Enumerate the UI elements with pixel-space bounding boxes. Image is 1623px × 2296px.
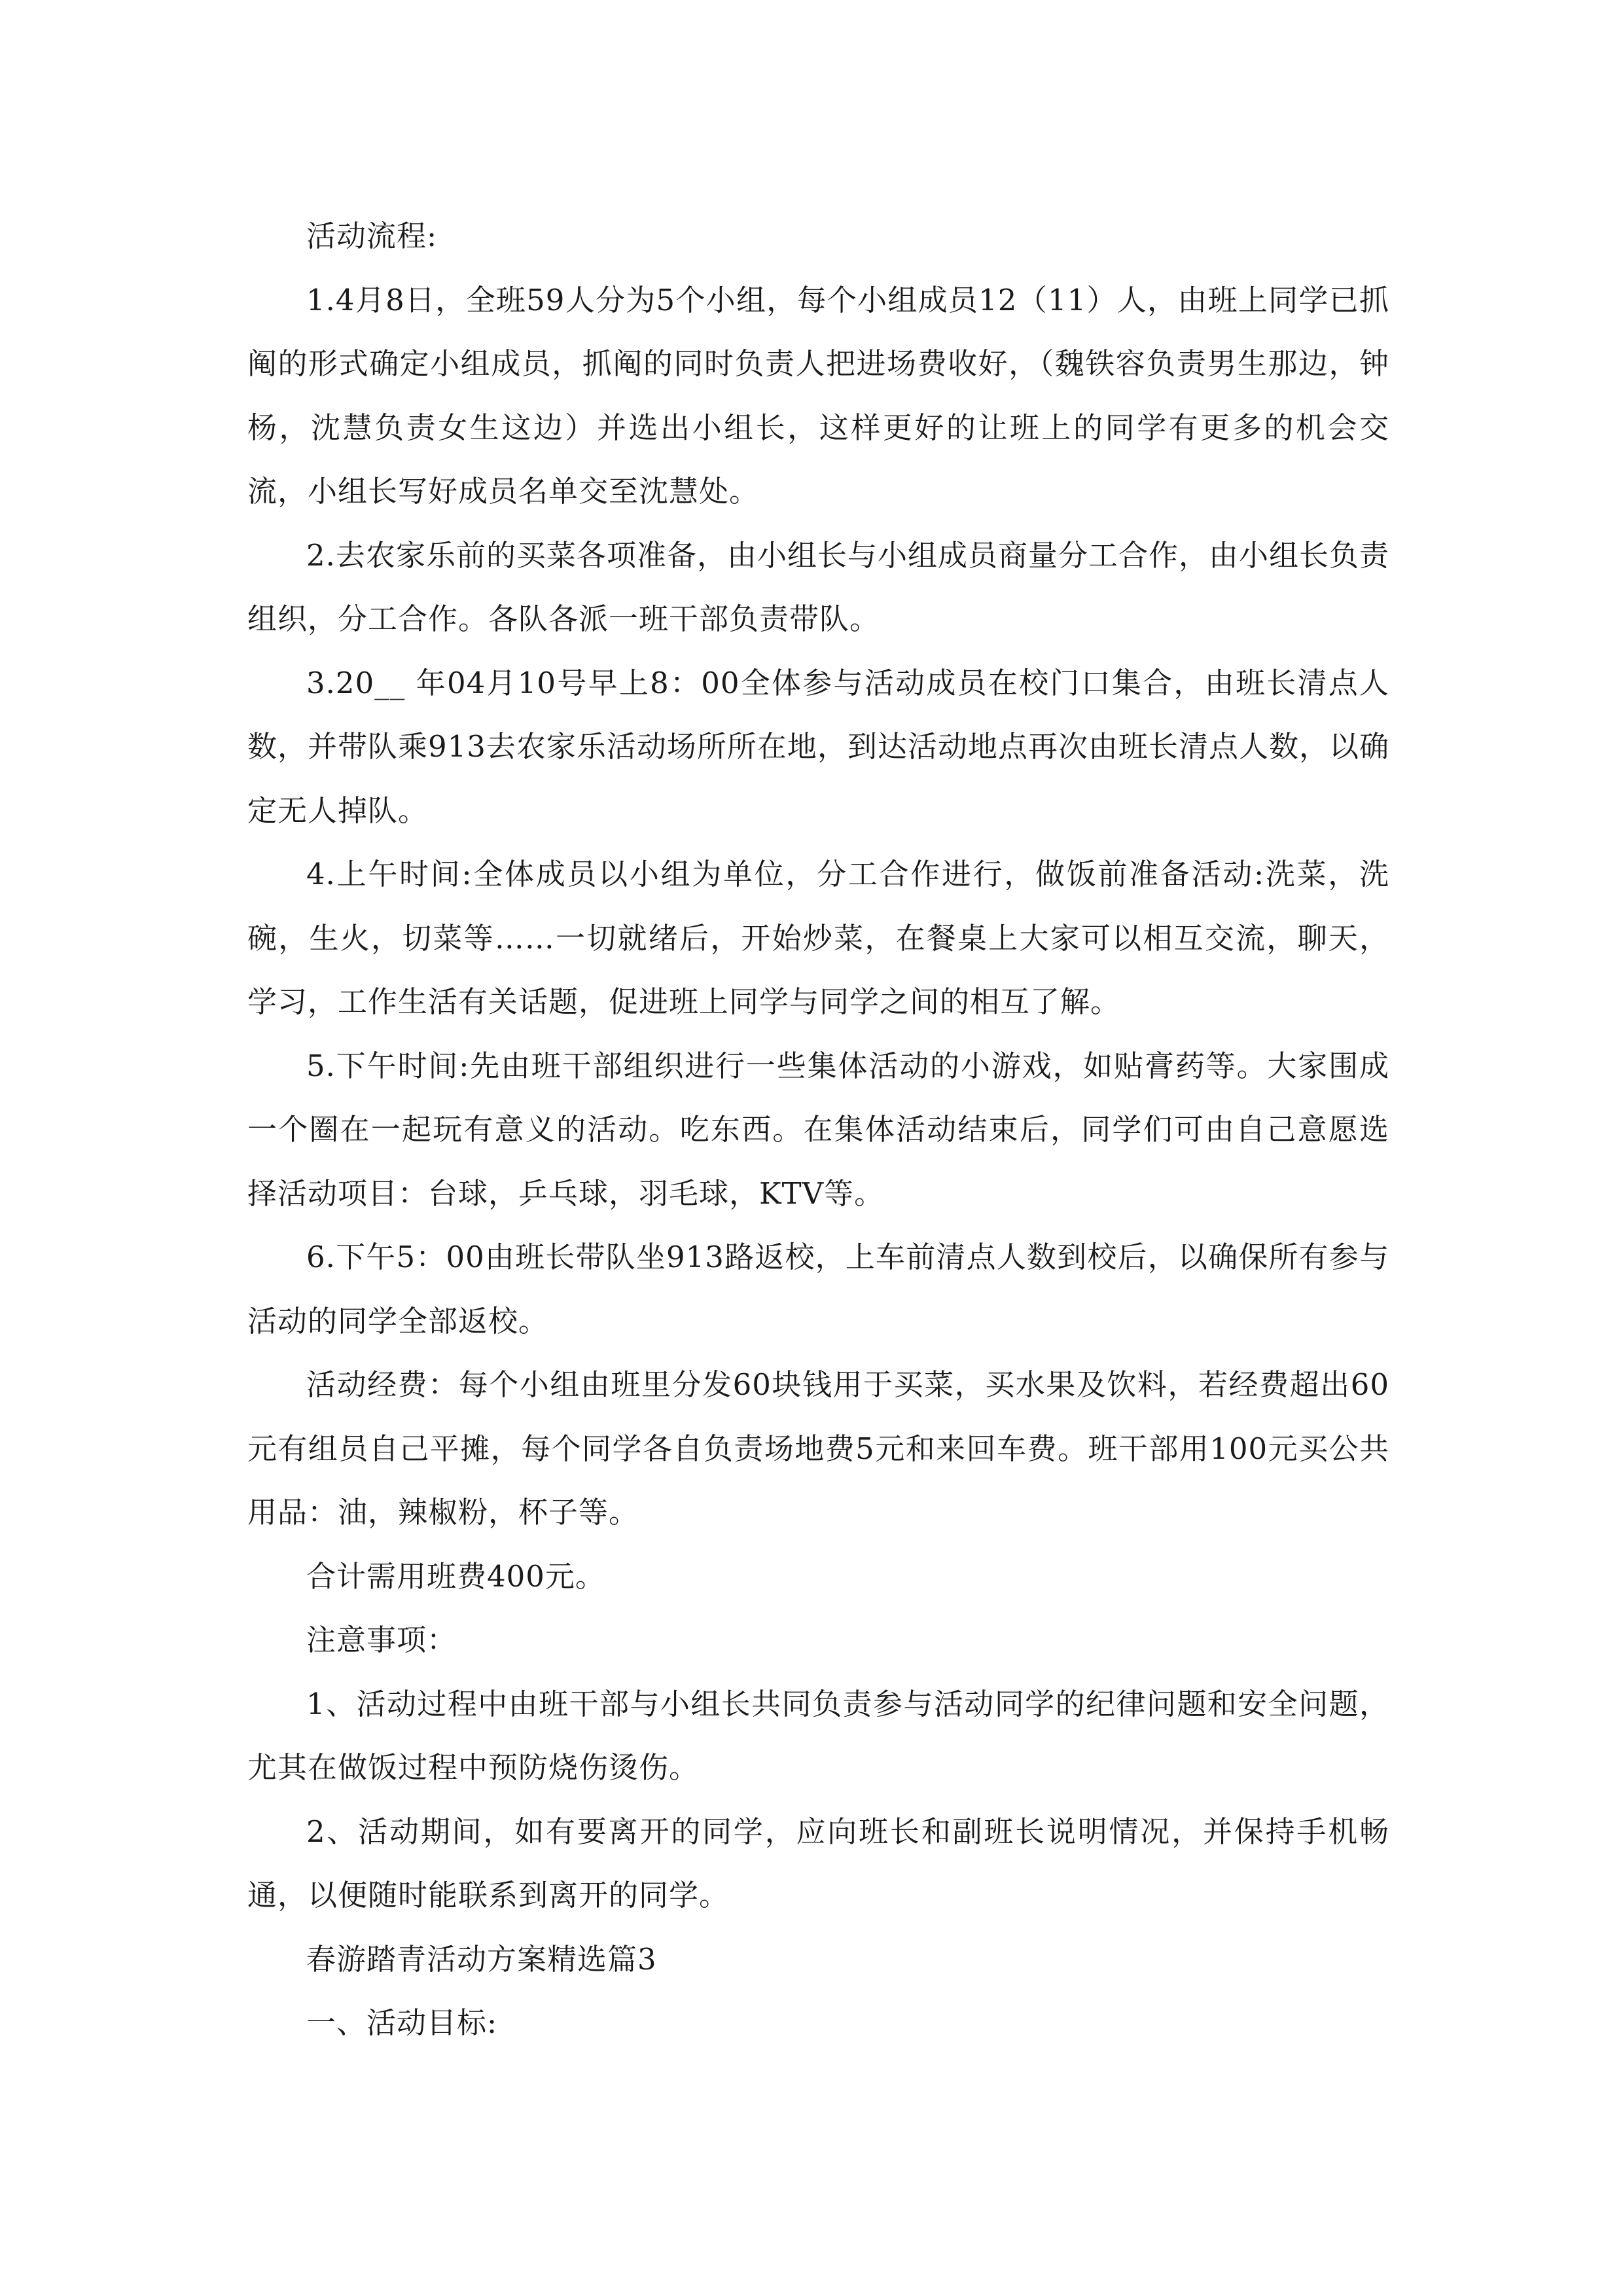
section-heading-notes: 注意事项：	[306, 1623, 457, 1657]
section-heading-process: 活动流程:	[306, 219, 438, 253]
note-item-2: 2、活动期间，如有要离开的同学，应向班长和副班长说明情况，并保持手机畅通，以便随时能联系到离开的同学。	[247, 1814, 1389, 1912]
process-step-1: 1.4月8日，全班59人分为5个小组，每个小组成员12（11）人，由班上同学已抓阄的形式确定小组成员，抓阄的同时负责人把进场费收好，（魏铁容负责男生那边，钟杨，沈慧负责女生这边）并选出小组长，这样更好的让班上的同学有更多的机会交流，小组长写好成员名单交至沈慧处。	[247, 282, 1389, 509]
document-body	[247, 204, 1389, 2055]
budget-total: 合计需用班费400元。	[306, 1558, 605, 1594]
process-step-6: 6.下午5：00由班长带队坐913路返校，上车前清点人数到校后，以确保所有参与活动的同学全部返校。	[247, 1240, 1389, 1338]
note-item-1: 1、活动过程中由班干部与小组长共同负责参与活动同学的纪律问题和安全问题，尤其在做饭过程中预防烧伤烫伤。	[247, 1686, 1389, 1785]
process-step-4: 4.上午时间:全体成员以小组为单位，分工合作进行，做饭前准备活动:洗菜，洗碗，生火，切菜等……一切就绪后，开始炒菜，在餐桌上大家可以相互交流，聊天，学习，工作生活有关话题，促进班上同学与同学之间的相互了解。	[247, 857, 1389, 1019]
budget-paragraph: 活动经费：每个小组由班里分发60块钱用于买菜，买水果及饮料，若经费超出60元有组员自己平摊，每个同学各自负责场地费5元和来回车费。班干部用100元买公共用品：油，辣椒粉，杯子等。	[247, 1367, 1389, 1530]
process-step-3: 3.20__ 年04月10号早上8：00全体参与活动成员在校门口集合，由班长清点人数，并带队乘913去农家乐活动场所所在地，到达活动地点再次由班长清点人数，以确定无人掉队。	[247, 665, 1389, 828]
process-step-2: 2.去农家乐前的买菜各项准备，由小组长与小组成员商量分工合作，由小组长负责组织，分工合作。各队各派一班干部负责带队。	[247, 537, 1389, 636]
article-title-part-3: 春游踏青活动方案精选篇3	[306, 1941, 657, 1977]
section-heading-goals: 一、活动目标:	[306, 2005, 498, 2040]
process-step-5: 5.下午时间:先由班干部组织进行一些集体活动的小游戏，如贴膏药等。大家围成一个圈在一起玩有意义的活动。吃东西。在集体活动结束后，同学们可由自己意愿选择活动项目：台球，乒乓球，羽毛球，KTV等。	[247, 1048, 1389, 1211]
